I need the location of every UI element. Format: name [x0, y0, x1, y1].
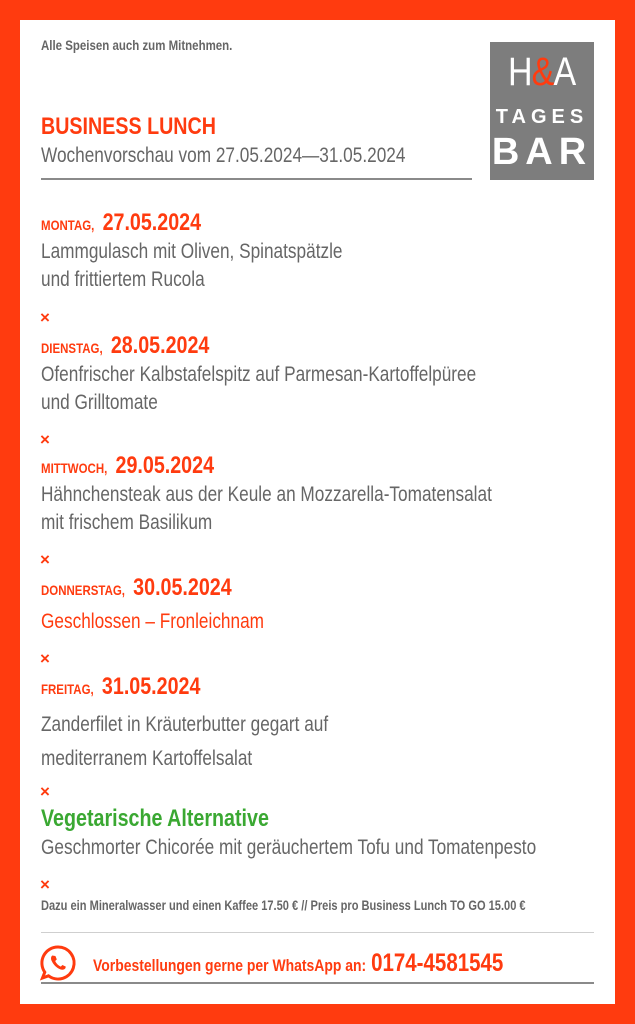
vegetarian-dish: Geschmorter Chicorée mit geräuchertem Tofu und Tomatenpesto: [41, 836, 537, 859]
day-date: 30.05.2024: [133, 574, 232, 601]
closed-notice: Geschlossen – Fronleichnam: [41, 610, 265, 633]
dish-line: Ofenfrischer Kalbstafelspitz auf Parmesan-Kartoffelpüree: [41, 363, 477, 386]
day-date: 31.05.2024: [101, 673, 201, 700]
day-friday: [41, 672, 391, 776]
divider: [41, 932, 594, 933]
day-name: DONNERSTAG,: [41, 582, 125, 598]
vegetarian-title: Vegetarische Alternative: [41, 805, 269, 832]
whatsapp-label: Vorbestellungen gerne per WhatsApp an:: [93, 956, 367, 975]
ha-tagesbar-logo: H&A TAGES BAR: [490, 42, 594, 180]
day-thursday: [41, 573, 313, 636]
close-icon: ×: [40, 430, 50, 449]
menu-card: [20, 20, 615, 1004]
day-name: FREITAG,: [41, 681, 94, 697]
whatsapp-order[interactable]: [93, 949, 593, 978]
dish-line: mediterranem Kartoffelsalat: [41, 747, 253, 770]
page-title: BUSINESS LUNCH: [41, 113, 216, 140]
dish-line: Lammgulasch mit Oliven, Spinatspätzle: [41, 240, 343, 263]
dish-line: und frittiertem Rucola: [41, 268, 205, 291]
day-name: MITTWOCH,: [41, 460, 108, 476]
whatsapp-number[interactable]: 0174-4581545: [371, 949, 504, 977]
day-name: MONTAG,: [41, 217, 95, 233]
day-date: 28.05.2024: [110, 332, 210, 359]
whatsapp-icon[interactable]: [39, 944, 77, 982]
price-note: Dazu ein Mineralwasser und einen Kaffee 17.50 € // Preis pro Business Lunch TO GO 15.00 €: [41, 898, 526, 913]
day-wednesday: [41, 451, 591, 537]
close-icon: ×: [40, 308, 50, 327]
close-icon: ×: [40, 875, 50, 894]
day-date: 29.05.2024: [115, 452, 215, 479]
divider: [41, 178, 472, 180]
dish-line: Hähnchensteak aus der Keule an Mozzarella-Tomatensalat: [41, 483, 492, 506]
close-icon: ×: [40, 550, 50, 569]
day-tuesday: [41, 331, 572, 417]
dish-line: und Grilltomate: [41, 391, 158, 414]
day-name: DIENSTAG,: [41, 340, 103, 356]
dish-line: mit frischem Basilikum: [41, 511, 213, 534]
divider: [41, 982, 594, 984]
week-range: Wochenvorschau vom 27.05.2024—31.05.2024: [41, 144, 406, 167]
close-icon: ×: [40, 782, 50, 801]
dish-line: Zanderfilet in Kräuterbutter gegart auf: [41, 713, 329, 736]
takeaway-note: Alle Speisen auch zum Mitnehmen.: [41, 37, 233, 53]
close-icon: ×: [40, 649, 50, 668]
day-date: 27.05.2024: [102, 209, 202, 236]
day-monday: [41, 208, 409, 294]
